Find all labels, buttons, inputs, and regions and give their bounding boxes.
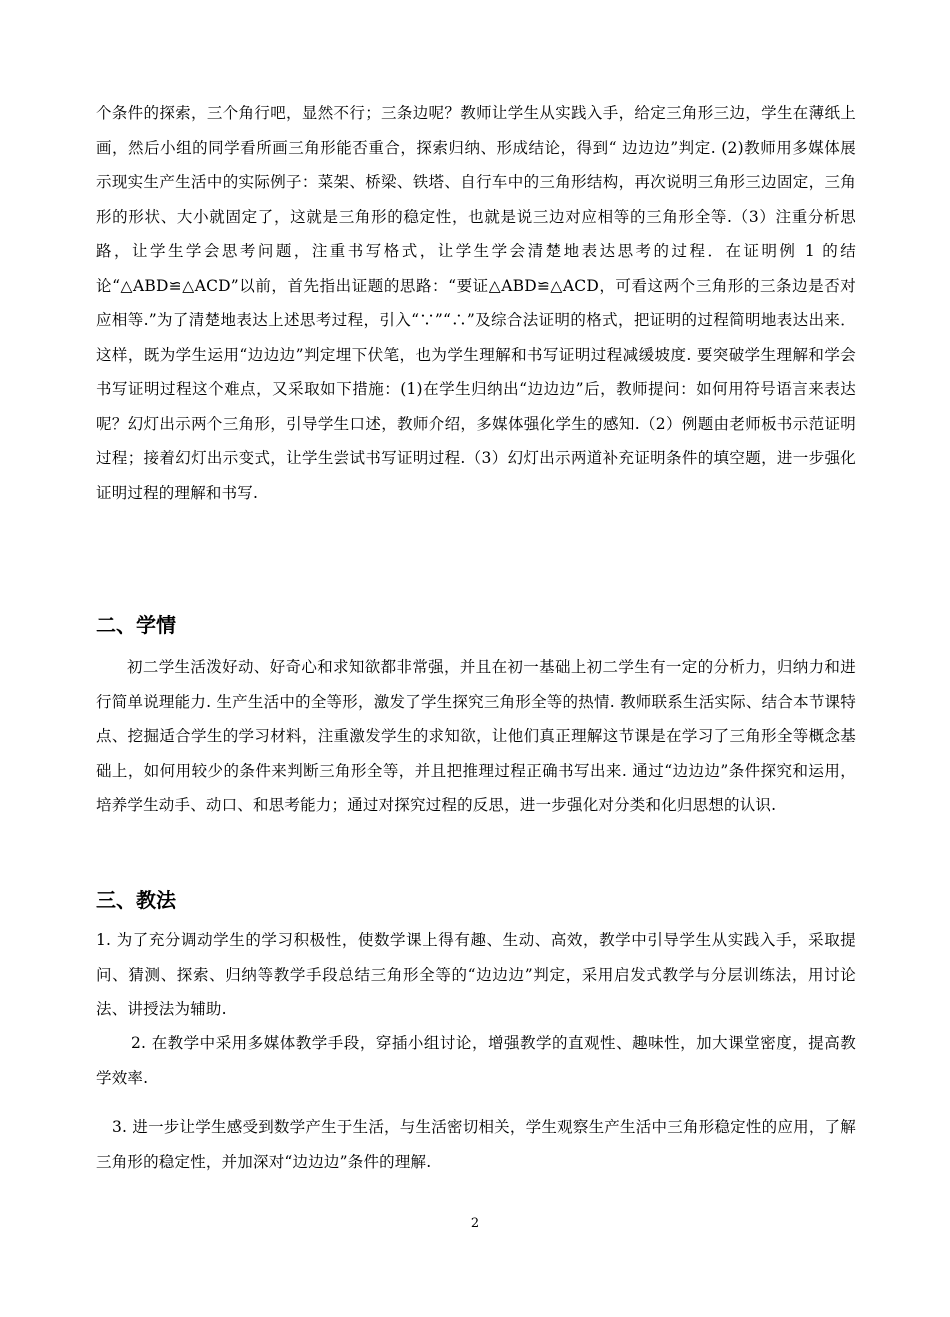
section-two-paragraph: 初二学生活泼好动、好奇心和求知欲都非常强，并且在初一基础上初二学生有一定的分析力，归纳力和进行简单说理能力. 生产生活中的全等形，激发了学生探究三角形全等的热情. 教师联系生活实际、结合本节课特点、挖掘适合学生的学习材料，注重激发学生的求知欲，让他们真正理解这节课是在学习了三角形全等概念基础上，如何用较少的条件来判断三角形全等，并且把推理过程正确书写出来. 通过“边边边”条件探究和运用，培养学生动手、动口、和思考能力；通过对探究过程的反思，进一步强化对分类和化归思想的认识. [96, 658, 856, 814]
section-three-heading: 三、教法 [96, 888, 176, 912]
section-one-paragraph: 个条件的探索，三个角行吧，显然不行；三条边呢？教师让学生从实践入手，给定三角形三边，学生在薄纸上画，然后小组的同学看所画三角形能否重合，探索归纳、形成结论，得到“ 边边边”判定. (2)教师用多媒体展示现实生产生活中的实际例子：菜架、桥梁、铁塔、自行车中的三角形结构，再次说明三角形三边固定，三角形的形状、大小就固定了，这就是三角形的稳定性，也就是说三边对应相等的三角形全等.（3）注重分析思路，让学生学会思考问题，注重书写格式，让学生学会清楚地表达思考的过程．在证明例 1 的结论“△ABD≌△ACD”以前，首先指出证题的思路：“要证△ABD≌△ACD，可看这两个三角形的三条边是否对应相等.”为了清楚地表达上述思考过程，引入“∵”“∴”及综合法证明的格式，把证明的过程简明地表达出来．这样，既为学生运用“边边边”判定埋下伏笔，也为学生理解和书写证明过程减缓坡度. 要突破学生理解和学会书写证明过程这个难点，又采取如下措施：(1)在学生归纳出“边边边”后，教师提问：如何用符号语言来表达呢？幻灯出示两个三角形，引导学生口述，教师介绍，多媒体强化学生的感知.（2）例题由老师板书示范证明过程；接着幻灯出示变式，让学生尝试书写证明过程.（3）幻灯出示两道补充证明条件的填空题，进一步强化证明过程的理解和书写. [96, 104, 856, 502]
method-item-3: 3. 进一步让学生感受到数学产生于生活，与生活密切相关，学生观察生产生活中三角形稳定性的应用，了解三角形的稳定性，并加深对“边边边”条件的理解. [96, 1118, 856, 1171]
method-item-1: 1. 为了充分调动学生的学习积极性，使数学课上得有趣、生动、高效，教学中引导学生从实践入手，采取提问、猜测、探索、归纳等教学手段总结三角形全等的“边边边”判定，采用启发式教学与分层训练法，用讨论法、讲授法为辅助. [96, 931, 856, 1018]
section-two-heading: 二、学情 [96, 613, 176, 637]
page-number: 2 [470, 1216, 480, 1231]
method-item-2: 2. 在教学中采用多媒体教学手段，穿插小组讨论，增强教学的直观性、趣味性，加大课堂密度，提高教学效率. [96, 1034, 856, 1087]
